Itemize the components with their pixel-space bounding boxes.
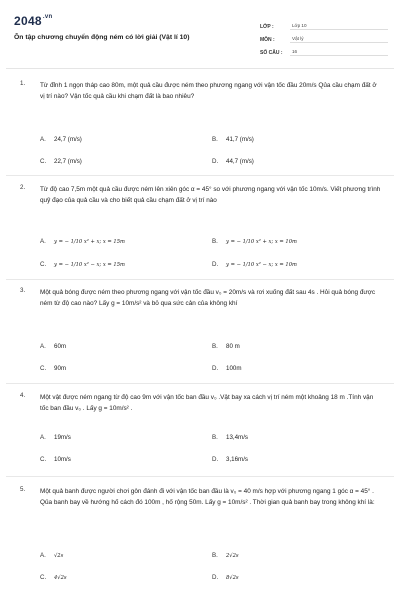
meta-class-label: LỚP : xyxy=(260,24,274,30)
meta-count-label: SỐ CÂU : xyxy=(260,50,283,56)
header-divider xyxy=(6,68,394,69)
question-text: Một vật được ném ngang từ độ cao 9m với vận tốc ban đầu v₀ .Vật bay xa cách vị trí ném một khoảng 18 m .Tính vận tốc ban đầu v₀ . Lấy g = 10m/s² . xyxy=(40,394,374,412)
question-number: 2. xyxy=(20,184,26,191)
meta-subject-value: Vật lý xyxy=(290,36,388,43)
option-b[interactable]: B. 2√2s xyxy=(212,552,239,559)
question-divider xyxy=(6,476,394,477)
option-a[interactable]: A. 19m/s xyxy=(40,434,71,441)
option-b[interactable]: B. 13,4m/s xyxy=(212,434,249,441)
document-title: Ôn tập chương chuyển động ném có lời giải (Vật lí 10) xyxy=(14,34,190,41)
question-divider xyxy=(6,383,394,384)
question-divider xyxy=(6,175,394,176)
option-c[interactable]: C. 4√2s xyxy=(40,574,67,581)
question-text: Một quả banh được người chơi gôn đánh đi với vận tốc ban đầu là v₀ = 40 m/s hợp với phương ngang 1 góc α = 45° . Qủa banh bay về hướng hố cách đó 100m , hố rộng 50m. Lấy g = 10m/s² . Thời gian quả banh bay trong không khí là: xyxy=(40,488,375,506)
meta-subject xyxy=(260,31,388,43)
option-d[interactable]: D. y = − 1/10 x² − x; x = 10m xyxy=(212,261,297,268)
option-c[interactable]: C. y = − 1/10 x² − x; x = 15m xyxy=(40,261,125,268)
meta-count-value: 16 xyxy=(290,49,388,56)
option-c[interactable]: C. 10m/s xyxy=(40,456,71,463)
option-d[interactable]: D. 8√2s xyxy=(212,574,239,581)
question-divider xyxy=(6,279,394,280)
option-d[interactable]: D. 44,7 (m/s) xyxy=(212,158,254,165)
option-b[interactable]: B. 41,7 (m/s) xyxy=(212,136,254,143)
option-d[interactable]: D. 100m xyxy=(212,365,242,372)
question-text: Từ đỉnh 1 ngọn tháp cao 80m, một quả cầu được ném theo phương ngang với vận tốc đầu 20m/s Qủa cầu chạm đất ở vị trí nào? Vận tốc quả cầu khi chạm đất là bao nhiêu? xyxy=(40,82,377,100)
option-d[interactable]: D. 3,16m/s xyxy=(212,456,249,463)
question-number: 5. xyxy=(20,486,26,493)
option-a[interactable]: A. 60m xyxy=(40,343,67,350)
question-3 xyxy=(6,287,394,382)
option-b[interactable]: B. 80 m xyxy=(212,343,240,350)
question-1 xyxy=(6,80,394,170)
question-number: 3. xyxy=(20,287,26,294)
question-text: Từ độ cao 7,5m một quả cầu được ném lên xiên góc α = 45° so với phương ngang với vận tốc 10m/s. Viết phương trình quỹ đạo của quả cầu và cho biết quả cầu chạm đất ở vị trí nào xyxy=(40,186,381,204)
question-text: Một quả bóng được ném theo phương ngang với vận tốc đầu v₀ = 20m/s và rơi xuống đất sau 4s . Hỏi quả bóng được ném từ độ cao nào? Lấy g = 10m/s² và bỏ qua sức cản của không khí xyxy=(40,289,376,307)
question-number: 4. xyxy=(20,392,26,399)
option-c[interactable]: C. 22,7 (m/s) xyxy=(40,158,82,165)
option-c[interactable]: C. 90m xyxy=(40,365,67,372)
question-4 xyxy=(6,392,394,477)
site-logo[interactable]: $2048^{.vn}$ xyxy=(14,14,53,28)
meta-info xyxy=(260,18,388,57)
option-a[interactable]: A. y = − 1/10 x² + x; x = 15m xyxy=(40,238,125,245)
meta-subject-label: MÔN : xyxy=(260,37,275,43)
option-a[interactable]: A. 24,7 (m/s) xyxy=(40,136,82,143)
option-a[interactable]: A. √2s xyxy=(40,552,64,559)
exam-header xyxy=(6,6,394,62)
option-b[interactable]: B. y = − 1/10 x² + x; x = 10m xyxy=(212,238,297,245)
meta-class xyxy=(260,18,388,30)
meta-class-value: Lớp 10 xyxy=(290,23,388,30)
question-2 xyxy=(6,184,394,274)
question-number: 1. xyxy=(20,80,26,87)
question-5 xyxy=(6,486,394,594)
meta-count xyxy=(260,44,388,56)
